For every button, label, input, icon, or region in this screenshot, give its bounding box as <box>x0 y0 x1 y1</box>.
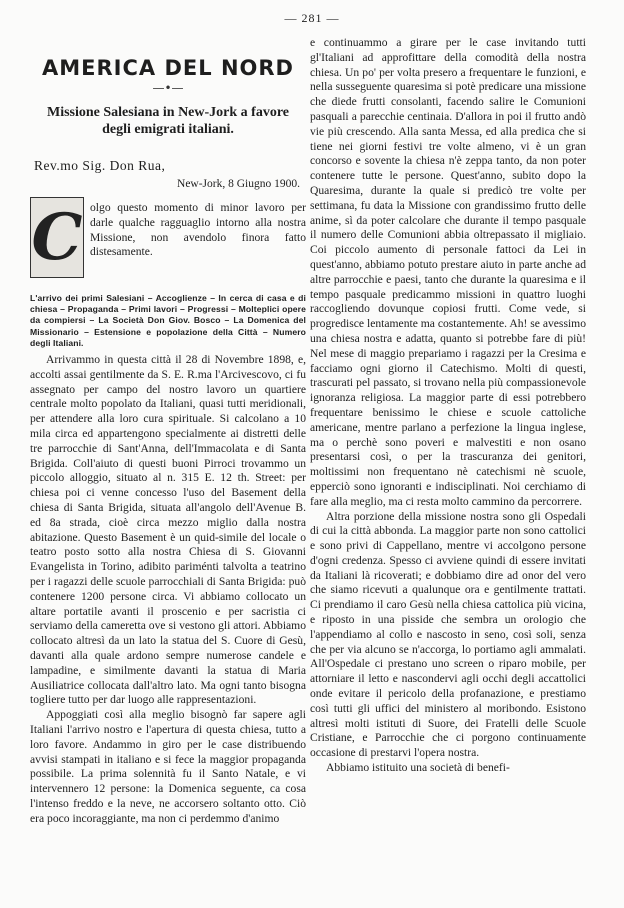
title-ornament: —•— <box>152 81 184 95</box>
paragraph: Abbiamo istituito una società di benefi- <box>326 761 510 775</box>
intro-text: olgo questo momento di minor lavoro per darle qualche ragguaglio intorno alla nostra Missione, non avendolo finora fatto distesamente. <box>90 201 306 259</box>
article-title: Missione Salesiana in New-Jork a favore degli emigrati italiani. <box>46 105 289 137</box>
paragraph: Altra porzione della missione nostra sono gli Ospedali di cui la città abbonda. La maggior parte non sono cattolici e sono privi di Cappellano, mentre vi accolgono persone d'ogni credenza. Spesso ci avviene quindi di essere invitati da Italiani là ricoverati; e dobbiamo dire ad onor del vero che siamo ricevuti a qualunque ora e gentilmente trattati. Ci prendiamo il caro Gesù nella chiesa cattolica più vicina, e riposto in una pisside che sembra un orologio che l'appendiamo al collo e nascosto in seno, così soli, senza che per via alcuno se n'accorga, lo portiamo agli ammalati. All'Ospedale ci prestano uno screen o riparo mobile, per attorniare il letto e nascondervi agli occhi degli accattolici onde evitare il pericolo della profanazione, e prestiamo così tutti gli uffici del ministero al moribondo. Esistono altresì molti istituti di Suore, dei Fratelli delle Scuole Cristiane, e Parrocchie che ci porgono continuamente occasione di prestarvi l'opera nostra. <box>310 509 586 760</box>
article-summary: L'arrivo dei primi Salesiani – Accoglienze – In cerca di casa e di chiesa – Propaganda – Primi lavori – Progressi – Molteplici opere da compiersi – La Società Don Giov. Bosco – La Domenica del Missionario – Estensione e popolazione della Città – Numero degli Italiani. <box>30 293 306 348</box>
paragraph: Arrivammo in questa città il 28 di Novembre 1898, e, accolti assai gentilmente da S. E. R.ma l'Arcivescovo, ci fu assegnato per campo del nostro lavoro un quartiere centrale molto popolato da Italiani, quasi tutti meridionali, per attendere alla loro cura spirituale. Si calcolano a 10 mila circa ed appartengono specialmente ai distretti delle tre parrocchie di Sant'Anna, dell'Immacolata e di Santa Brigida. Coll'aiuto di questi buoni Pirroci trovammo un piccolo alloggio, situato al n. 315 E. 12 th. Street: per chiesa poi ci venne concesso l'uso del Basement della chiesa di Santa Brigida, situata all'angolo dell'Avenue B. ed 8a strada, cioè circa mezzo miglio dalla nostra abitazione. Questo Basement è un quid-simile del locale o teatro posto sotto alla nostra Chiesa di S. Giovanni Evangelista in Torino, adibito pariménti talvolta a teatrino per i ragazzi delle scuole parrocchiali di Santa Brigida: può contenere 1200 persone circa. Vi abbiamo collocato un altare portatile avanti il proscenio e per sacristia ci serviamo della cameretta ove si vestono gli attori. Abbiamo collocato altresì da un lato la statua del S. Cuore di Gesù, davanti alla quale ardono sempre numerose candele e lampadine, e similmente davanti la statua di Maria Ausiliatrice collocata dall'altro lato. Ma ogni tanto bisogna togliere tutto per dar luogo alle rappresentazioni. <box>30 353 306 707</box>
left-body <box>30 353 306 827</box>
paragraph: Appoggiati così alla meglio bisognò far sapere agli Italiani l'arrivo nostro e l'apertura di questa chiesa, tutto a loro favore. Andammo in giro per le case distribuendo avvisi stampati in italiano e si fece la maggior propaganda possibile. La prima solennità fu il Santo Natale, e vi intervennero 12 persone: la Domenica seguente, ca cosa l'intenso freddo e la neve, ne accorsero soltanto otto. Ciò era poco incoraggiante, ma non ci perdemmo d'animo <box>30 708 306 825</box>
paragraph: e continuammo a girare per le case invitando tutti gl'Italiani ad approfittare della comodità della nostra chiesa. Un po' per volta presero a frequentare le funzioni, e nella susseguente quaresima si potè predicare una missione che diede frutti consolanti, facendo salire le Comunioni pasquali a parecchie centinaia. D'allora in poi il frutto andò vie più crescendo. Alla santa Messa, ed alla predica che si tiene nei giorni festivi tre volte almeno, vi è un gran concorso e sovente la chiesa n'è zeppa tanto, da non poter contenere tutte le persone. Quest'anno, subito dopo la Quaresima, durante la quale si predicò tre volte per settimana, fu data la Missione con grandissimo frutto delle anime, sì da poter calcolare che durante il tempo pasquale il numero delle Comunioni abbia oltrepassato il migliaio. Coi piccolo aumento di personale fattoci da Lei in quest'anno, abbiamo potuto prestare aiuto in parte anche ad altre parrocchie e paesi, tanto che durante la quaresima e il tempo pasquale predicammo missioni in quattro luoghi raccogliendo dovunque copiosi frutti. Come vede, si progredisce lentamente ma costantemente. Ah! se avessimo una chiesa nostra e adatta, quanto si potrebbe fare di più! Nel mese di maggio prepariamo i ragazzi per la Cresima e facciamo ogni giorno il Catechismo. Molti di questi, trascurati pel passato, si trovano nella più compassionevole ignoranza religiosa. La maggior parte di essi potrebbero frequentare benissimo le chiese e scuole cattoliche americane, mentre parlano a perfezione la lingua inglese, ma o perchè sono poveri e malvestiti e non osano presentarsi così, o per la trascuranza dei genitori, moltissimi non frequentano nè catechismi nè scuole, epperciò sono ignoranti e indisciplinati. Noi cerchiamo di fare alla meglio, ma ci resta molto cammino da percorrere. <box>310 36 586 508</box>
salutation: Rev.mo Sig. Don Rua, <box>34 158 166 173</box>
section-title: AMERICA DEL NORD <box>42 56 294 80</box>
dateline: New-Jork, 8 Giugno 1900. <box>177 178 300 190</box>
dropcap <box>30 197 84 278</box>
dropcap-letter: C <box>31 199 83 275</box>
right-body <box>310 36 586 776</box>
right-column <box>310 36 586 776</box>
intro-block <box>30 197 306 287</box>
page-number: — 281 — <box>284 11 340 25</box>
left-column <box>30 36 306 827</box>
